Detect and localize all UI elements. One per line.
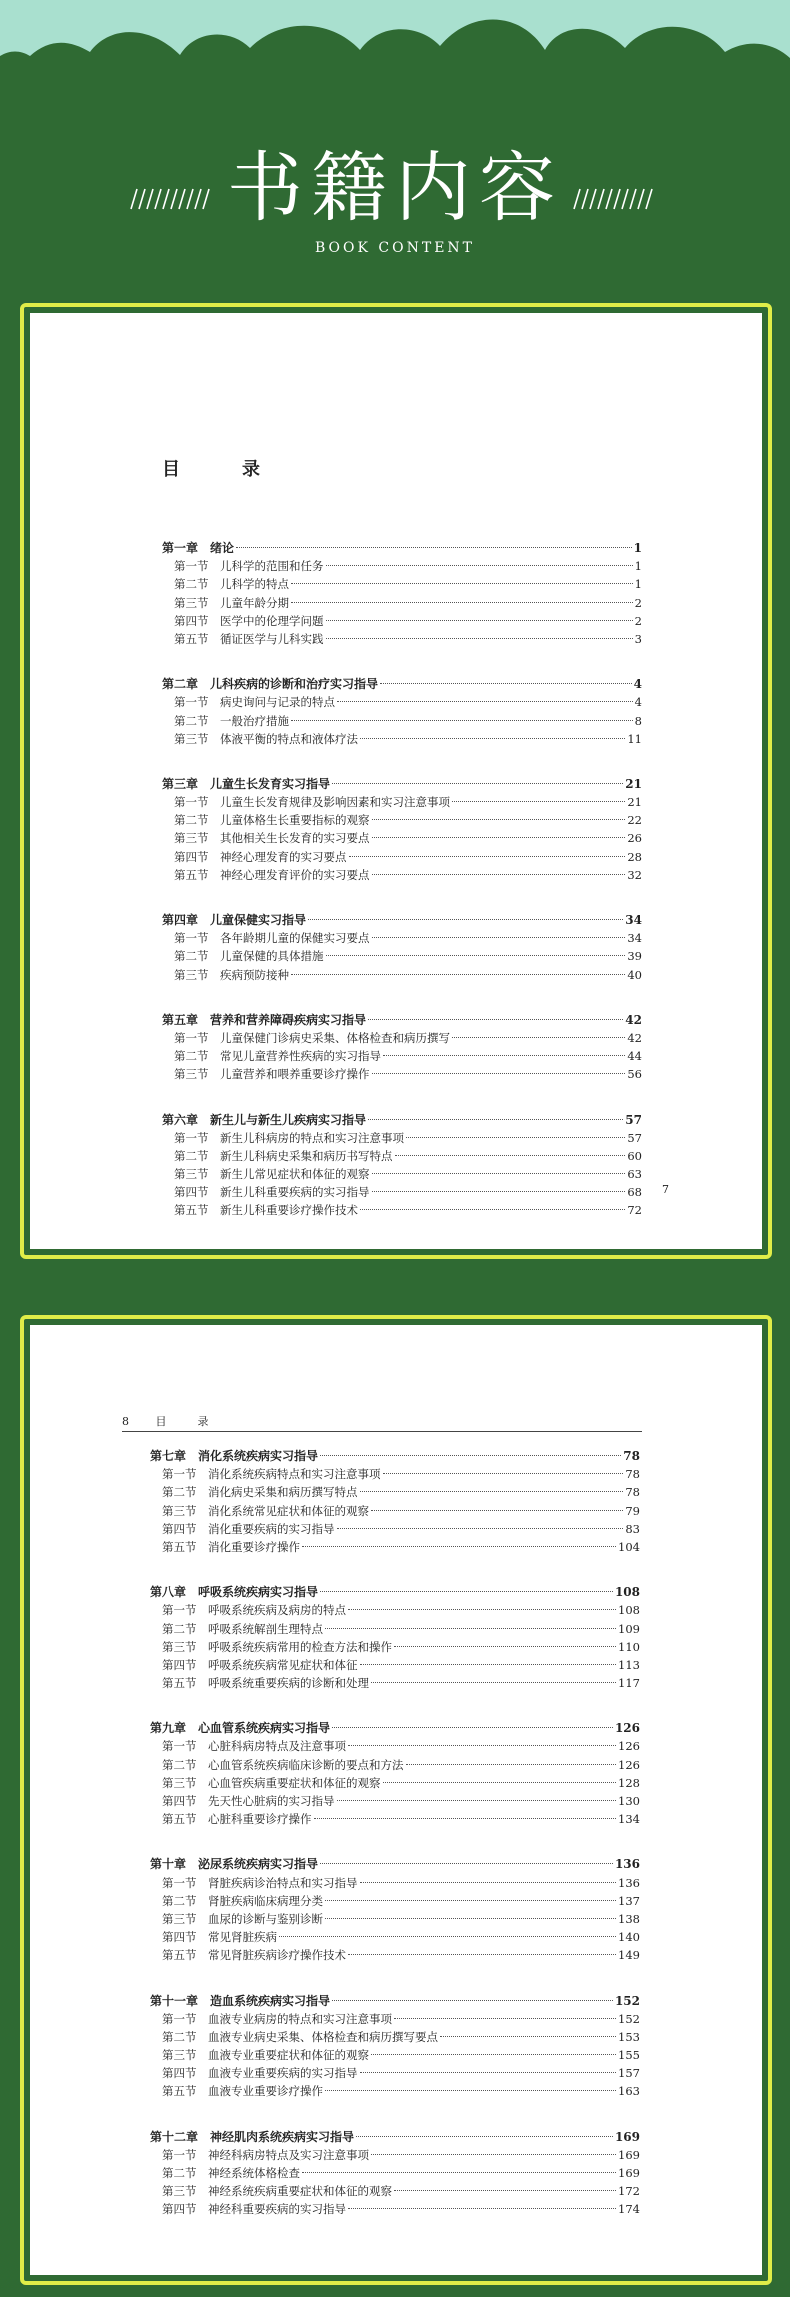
section-entry-page: 42 [627,1030,642,1045]
dot-leader [452,801,625,802]
dot-leader [236,547,632,548]
section-entry [162,1165,642,1183]
section-entry-page: 153 [618,2029,640,2044]
section-entry [150,1874,640,1892]
dot-leader [302,2172,616,2173]
dot-leader [279,1936,616,1937]
section-entry [150,2082,640,2100]
section-entry-title: 第四节 血液专业重要疾病的实习指导 [162,2066,358,2081]
section-entry-title: 第二节 血液专业病史采集、体格检查和病历撰写要点 [162,2029,438,2044]
section-entry-page: 138 [618,1911,640,1926]
section-entry-title: 第四节 神经心理发育的实习要点 [174,849,347,864]
dot-leader [291,602,633,603]
chapter-entry-page: 57 [625,1112,642,1127]
section-entry-title: 第三节 疾病预防接种 [174,967,289,982]
dot-leader [394,2190,616,2191]
section-entry [162,866,642,884]
dot-leader [372,1073,626,1074]
section-entry [150,2164,640,2182]
section-entry-title: 第四节 先天性心脏病的实习指导 [162,1794,335,1808]
dot-leader [371,1510,623,1511]
toc-heading: 目 录 [162,459,282,480]
dot-leader [332,2000,613,2001]
section-entry [150,1756,640,1774]
dot-leader [291,974,625,975]
section-entry-title: 第四节 呼吸系统疾病常见症状和体征 [162,1657,358,1672]
paper-sheet [30,313,762,1249]
section-entry-title: 第二节 神经系统体格检查 [162,2166,300,2180]
running-head [122,1413,642,1432]
section-entry-page: 152 [618,2011,640,2026]
section-entry-page: 109 [618,1621,640,1636]
toc-chapter [150,1855,640,1964]
chapter-entry-title: 第八章 呼吸系统疾病实习指导 [150,1585,319,1600]
section-entry-title: 第二节 呼吸系统解剖生理特点 [162,1621,323,1636]
section-entry-title: 第二节 儿科学的特点 [174,577,289,592]
dot-leader [371,1682,616,1683]
section-entry-page: 157 [618,2066,640,2081]
section-entry [162,1065,642,1083]
section-entry [162,730,642,748]
dot-leader [383,1782,617,1783]
chapter-entry-title: 第一章 绪论 [162,541,235,555]
section-entry-title: 第三节 心血管疾病重要症状和体征的观察 [162,1775,381,1790]
chapter-entry-title: 第九章 心血管系统疾病实习指导 [150,1721,331,1736]
dot-leader [326,955,626,956]
section-entry-title: 第四节 神经科重要疾病的实习指导 [162,2202,346,2217]
dot-leader [356,2136,613,2137]
section-entry [162,1129,642,1147]
section-entry [162,1147,642,1165]
dot-leader [368,1019,623,1020]
dot-leader [360,1209,625,1210]
dot-leader [360,1491,624,1492]
section-entry-title: 第一节 新生儿科病房的特点和实习注意事项 [174,1130,404,1145]
toc-list [162,539,642,1247]
section-entry-page: 78 [625,1467,640,1482]
dot-leader [291,720,633,721]
chapter-entry-page: 34 [625,913,642,927]
dot-leader [360,2072,617,2073]
dot-leader [308,919,623,920]
toc-page-1 [20,303,772,1259]
section-entry-page: 4 [634,695,642,710]
section-entry-title: 第三节 消化系统常见症状和体征的观察 [162,1503,369,1518]
section-entry [150,2046,640,2064]
section-entry-page: 39 [627,949,642,964]
chapter-entry-page: 152 [614,1993,640,2008]
section-entry [150,1946,640,1964]
dot-leader [291,583,633,584]
section-entry-page: 2 [634,613,642,628]
dot-leader [371,2154,616,2155]
dot-leader [320,1591,613,1592]
dot-leader [320,1863,613,1864]
toc-chapter [162,1111,642,1220]
section-entry [150,1928,640,1946]
section-entry-page: 26 [627,831,642,846]
section-entry-page: 8 [634,713,642,728]
running-head-page-number: 8 [122,1415,129,1428]
section-entry-page: 57 [627,1130,642,1145]
section-entry-title: 第二节 心血管系统疾病临床诊断的要点和方法 [162,1757,404,1772]
section-entry-page: 108 [618,1603,640,1618]
chapter-entry-title: 第六章 新生儿与新生儿疾病实习指导 [162,1112,367,1127]
section-entry-page: 137 [618,1893,640,1908]
chapter-entry-page: 169 [614,2129,640,2144]
dot-leader [302,1546,616,1547]
toc-chapter [150,1583,640,1692]
section-entry [150,1674,640,1692]
dot-leader [360,1882,617,1883]
section-entry-page: 34 [627,931,642,946]
section-entry-title: 第三节 血尿的诊断与鉴别诊断 [162,1911,323,1926]
dot-leader [326,565,633,566]
section-entry [150,1538,640,1556]
chapter-entry [150,2128,640,2146]
section-entry-page: 83 [625,1521,640,1536]
chapter-entry [162,1111,642,1129]
toc-page-2 [20,1315,772,2285]
dot-leader [383,1473,624,1474]
toc-list [150,1447,640,2246]
section-entry-title: 第三节 其他相关生长发育的实习要点 [174,831,370,846]
dot-leader [325,1918,616,1919]
section-entry [162,811,642,829]
dot-leader [372,819,626,820]
dot-leader [348,1609,616,1610]
section-entry [162,793,642,811]
toc-chapter [150,2128,640,2219]
section-entry-page: 134 [618,1812,640,1827]
section-entry-page: 117 [618,1676,640,1691]
chapter-entry-title: 第三章 儿童生长发育实习指导 [162,776,331,791]
dot-leader [325,1628,616,1629]
chapter-entry [150,1719,640,1737]
section-entry-title: 第二节 消化病史采集和病历撰写特点 [162,1485,358,1500]
section-entry [162,1201,642,1219]
toc-chapter [162,675,642,748]
dot-leader [326,638,633,639]
chapter-entry [150,1992,640,2010]
section-entry [162,1183,642,1201]
section-entry-page: 21 [627,795,642,810]
page-number: 7 [662,1183,669,1196]
section-entry [150,1656,640,1674]
section-entry-page: 63 [627,1167,642,1182]
dot-leader [368,1119,623,1120]
chapter-entry-page: 126 [614,1721,640,1736]
dot-leader [394,1646,616,1647]
section-entry [150,1737,640,1755]
chapter-entry-title: 第五章 营养和营养障碍疾病实习指导 [162,1012,367,1027]
dot-leader [332,783,623,784]
section-entry-page: 163 [618,2084,640,2099]
section-entry [162,929,642,947]
section-entry-page: 130 [618,1794,640,1808]
running-head-title: 目 录 [155,1415,219,1428]
section-entry [162,1029,642,1047]
section-entry-page: 22 [627,813,642,828]
dot-leader [372,874,626,875]
chapter-entry-page: 4 [633,677,642,692]
toc-chapter [150,1719,640,1828]
chapter-entry-title: 第十章 泌尿系统疾病实习指导 [150,1857,319,1872]
dot-leader [325,1900,616,1901]
section-entry-page: 169 [618,2166,640,2180]
section-entry-page: 40 [627,967,642,982]
dot-leader [337,1800,617,1801]
section-entry-page: 56 [627,1067,642,1082]
chapter-entry [162,675,642,693]
dot-leader [406,1137,625,1138]
section-entry [162,693,642,711]
section-entry-title: 第四节 消化重要疾病的实习指导 [162,1521,335,1536]
section-entry-title: 第二节 儿童保健的具体措施 [174,949,324,964]
section-entry-title: 第五节 神经心理发育评价的实习要点 [174,867,370,882]
section-entry-title: 第一节 儿科学的范围和任务 [174,559,324,574]
section-entry [150,2064,640,2082]
dot-leader [348,2208,616,2209]
section-entry-page: 174 [618,2202,640,2217]
section-entry-page: 78 [625,1485,640,1500]
section-entry-title: 第三节 神经系统疾病重要症状和体征的观察 [162,2184,392,2199]
toc-chapter [150,1447,640,1556]
dot-leader [383,1055,625,1056]
chapter-entry [162,539,642,557]
section-entry [150,1638,640,1656]
dot-leader [337,1528,624,1529]
section-entry [162,848,642,866]
section-entry [162,1047,642,1065]
chapter-entry [150,1583,640,1601]
dot-leader [371,2054,616,2055]
dot-leader [325,2090,616,2091]
section-entry-page: 3 [634,631,642,646]
section-entry-title: 第一节 各年龄期儿童的保健实习要点 [174,931,370,946]
section-entry [162,712,642,730]
section-entry-page: 172 [618,2184,640,2199]
section-entry-page: 113 [618,1657,640,1672]
section-entry-page: 155 [618,2048,640,2063]
dot-leader [360,1664,617,1665]
chapter-entry-title: 第四章 儿童保健实习指导 [162,913,307,927]
section-entry-page: 28 [627,849,642,864]
section-entry-title: 第五节 新生儿科重要诊疗操作技术 [174,1203,358,1218]
dot-leader [349,856,626,857]
hills-decoration [0,0,790,120]
chapter-entry [150,1447,640,1465]
section-entry-title: 第三节 血液专业重要症状和体征的观察 [162,2048,369,2063]
dot-leader [372,1191,626,1192]
section-entry-title: 第五节 常见肾脏疾病诊疗操作技术 [162,1948,346,1963]
dot-leader [360,738,625,739]
section-entry-title: 第三节 呼吸系统疾病常用的检查方法和操作 [162,1639,392,1654]
section-entry-title: 第二节 儿童体格生长重要指标的观察 [174,813,370,828]
chapter-entry [162,775,642,793]
toc-chapter [162,1011,642,1084]
section-entry [162,575,642,593]
chapter-entry-page: 108 [614,1585,640,1600]
section-entry-title: 第五节 心脏科重要诊疗操作 [162,1812,312,1827]
section-entry-title: 第五节 呼吸系统重要疾病的诊断和处理 [162,1676,369,1691]
section-entry-page: 72 [627,1203,642,1218]
section-entry [162,947,642,965]
section-entry-page: 140 [618,1930,640,1945]
dot-leader [440,2036,616,2037]
section-entry-page: 2 [634,595,642,610]
section-entry-title: 第一节 肾脏疾病诊治特点和实习指导 [162,1875,358,1890]
chapter-entry [162,1011,642,1029]
chapter-entry-page: 78 [623,1449,640,1463]
toc-chapter [150,1992,640,2101]
toc-chapter [162,539,642,648]
section-entry-page: 149 [618,1948,640,1963]
chapter-entry-title: 第二章 儿科疾病的诊断和治疗实习指导 [162,677,379,692]
dot-leader [406,1764,617,1765]
section-entry [150,1792,640,1810]
section-entry-title: 第一节 病史询问与记录的特点 [174,695,335,710]
section-entry-page: 128 [618,1775,640,1790]
section-entry [162,612,642,630]
chapter-entry [150,1855,640,1873]
section-entry-title: 第四节 常见肾脏疾病 [162,1930,277,1945]
section-entry-title: 第一节 儿童生长发育规律及影响因素和实习注意事项 [174,795,450,810]
section-entry-page: 126 [618,1739,640,1754]
page-subtitle: BOOK CONTENT [315,240,475,256]
dot-leader [452,1037,625,1038]
section-entry-title: 第一节 儿童保健门诊病史采集、体格检查和病历撰写 [174,1030,450,1045]
section-entry-page: 136 [618,1875,640,1890]
section-entry-page: 1 [634,577,642,592]
section-entry-page: 60 [627,1148,642,1163]
dot-leader [337,701,633,702]
section-entry-page: 1 [634,559,642,574]
section-entry [150,2200,640,2218]
dot-leader [395,1155,626,1156]
dot-leader [348,1954,616,1955]
section-entry-title: 第三节 儿童营养和喂养重要诊疗操作 [174,1067,370,1082]
dot-leader [348,1745,616,1746]
section-entry-title: 第二节 一般治疗措施 [174,713,289,728]
chapter-entry-title: 第七章 消化系统疾病实习指导 [150,1449,319,1463]
dot-leader [372,837,626,838]
chapter-entry-title: 第十一章 造血系统疾病实习指导 [150,1993,331,2008]
section-entry-page: 32 [627,867,642,882]
section-entry-title: 第一节 消化系统疾病特点和实习注意事项 [162,1467,381,1482]
section-entry-title: 第二节 肾脏疾病临床病理分类 [162,1893,323,1908]
chapter-entry-title: 第十二章 神经肌肉系统疾病实习指导 [150,2129,355,2144]
section-entry [150,1601,640,1619]
toc-chapter [162,775,642,884]
section-entry-title: 第四节 新生儿科重要疾病的实习指导 [174,1185,370,1200]
section-entry [150,1520,640,1538]
dot-leader [332,1727,613,1728]
chapter-entry [162,911,642,929]
section-entry [150,1910,640,1928]
section-entry-title: 第一节 呼吸系统疾病及病房的特点 [162,1603,346,1618]
section-entry-title: 第五节 循证医学与儿科实践 [174,631,324,646]
dot-leader [320,1455,621,1456]
dot-leader [326,620,633,621]
section-entry-title: 第三节 新生儿常见症状和体征的观察 [174,1167,370,1182]
section-entry-page: 11 [627,731,642,746]
chapter-entry-page: 136 [614,1857,640,1872]
section-entry-title: 第二节 新生儿科病史采集和病历书写特点 [174,1148,393,1163]
section-entry-title: 第二节 常见儿童营养性疾病的实习指导 [174,1049,381,1064]
section-entry [150,2182,640,2200]
section-entry-page: 104 [618,1539,640,1554]
section-entry [150,1810,640,1828]
dot-leader [314,1818,617,1819]
section-entry-page: 79 [625,1503,640,1518]
section-entry-page: 169 [618,2147,640,2162]
section-entry-page: 44 [627,1049,642,1064]
section-entry [162,557,642,575]
section-entry-page: 110 [618,1639,640,1654]
section-entry-title: 第一节 血液专业病房的特点和实习注意事项 [162,2011,392,2026]
section-entry-title: 第五节 血液专业重要诊疗操作 [162,2084,323,2099]
section-entry [150,1892,640,1910]
section-entry [162,829,642,847]
section-entry-title: 第五节 消化重要诊疗操作 [162,1539,300,1554]
section-entry [162,966,642,984]
section-entry-title: 第四节 医学中的伦理学问题 [174,613,324,628]
section-entry-title: 第一节 心脏科病房特点及注意事项 [162,1739,346,1754]
section-entry-page: 68 [627,1185,642,1200]
section-entry [150,1774,640,1792]
section-entry [150,1620,640,1638]
section-entry [150,1465,640,1483]
chapter-entry-page: 1 [633,541,642,555]
chapter-entry-page: 42 [625,1012,642,1027]
slash-decoration-right [570,187,654,211]
section-entry [150,1502,640,1520]
section-entry [162,594,642,612]
chapter-entry-page: 21 [625,776,642,791]
section-entry [150,2010,640,2028]
section-entry-title: 第一节 神经科病房特点及实习注意事项 [162,2147,369,2162]
dot-leader [380,683,632,684]
toc-chapter [162,911,642,984]
paper-sheet [30,1325,762,2275]
page-title: 书籍内容 [227,143,563,232]
dot-leader [372,937,626,938]
section-entry [150,2146,640,2164]
section-entry-title: 第三节 儿童年龄分期 [174,595,289,610]
section-entry [162,630,642,648]
dot-leader [394,2018,616,2019]
section-entry-title: 第三节 体液平衡的特点和液体疗法 [174,731,358,746]
section-entry [150,1483,640,1501]
section-entry-page: 126 [618,1757,640,1772]
header-banner [0,0,790,300]
dot-leader [372,1173,626,1174]
section-entry [150,2028,640,2046]
